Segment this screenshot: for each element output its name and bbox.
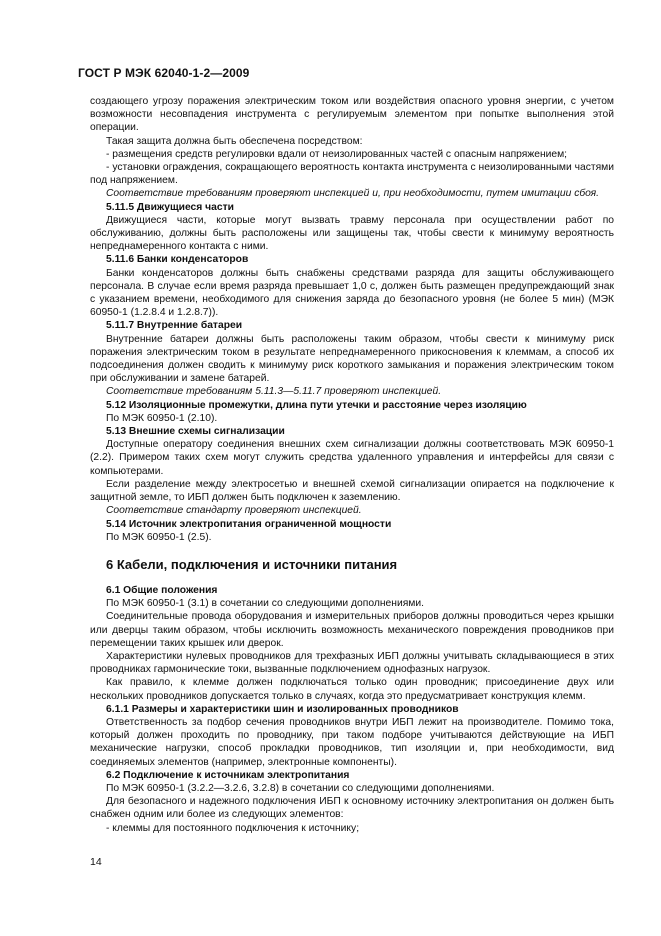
page-body [90,95,614,835]
paragraph: Банки конденсаторов должны быть снабжены средствами разряда для защиты обслуживающего персонала. В случае если время разряда превышает 1,0 с, должен быть размещен предупреждающий знак с указанием времени, необходимого для снижения заряда до безопасного уровня (не более 5 мин) (МЭК 60950-1 (1.2.8.4 и 1.2.8.7)). [90,267,614,319]
paragraph: По МЭК 60950-1 (2.10). [106,412,218,424]
list-item: - установки ограждения, сокращающего вероятность контакта инструмента с неизолированными частями под напряжением. [90,162,614,187]
section-heading: 5.11.5 Движущиеся части [106,201,234,213]
paragraph: Характеристики нулевых проводников для трехфазных ИБП должны учитывать складывающиеся в этих проводниках гармонические токи, вызванные подключением однофазных нагрузок. [90,650,614,676]
page-number: 14 [90,856,102,868]
paragraph: Если разделение между электросетью и внешней схемой сигнализации опирается на подключение к защитной земле, то ИБП должен быть подключен к заземлению. [90,478,614,504]
compliance-note: Соответствие стандарту проверяют инспекцией. [106,505,362,517]
page-header-title: ГОСТ Р МЭК 62040-1-2—2009 [78,66,250,80]
paragraph: По МЭК 60950-1 (2.5). [106,531,212,543]
paragraph: По МЭК 60950-1 (3.2.2—3.2.6, 3.2.8) в сочетании со следующими дополнениями. [106,782,495,794]
section-heading: 5.11.7 Внутренние батареи [106,320,243,332]
section-heading: 5.13 Внешние схемы сигнализации [106,426,285,438]
paragraph: создающего угрозу поражения электрическим током или воздействия опасного уровня энергии, с учетом возможности несовпадения инструмента с регулируемым элементом при попытке выполнения этой операции. [90,96,614,134]
section-heading: 5.11.6 Банки конденсаторов [106,254,249,266]
paragraph: Ответственность за подбор сечения проводников внутри ИБП лежит на производителе. Помимо тока, который должен проходить по проводнику, при таком подборе учитываются действующие на ИБП механические нагрузки, способ прокладки проводников, тип изоляции и, при необходимости, вид соединяемых элементов (например, электронные компоненты). [90,716,614,768]
section-heading: 5.14 Источник электропитания ограниченной мощности [106,518,392,530]
paragraph: Доступные оператору соединения внешних схем сигнализации должны соответствовать МЭК 60950-1 (2.2). Примером таких схем могут служить средства удаленного управления и интерфейсы для связи с компьютерами. [90,439,614,477]
paragraph: По МЭК 60950-1 (3.1) в сочетании со следующими дополнениями. [106,598,424,610]
compliance-note: Соответствие требованиям 5.11.3—5.11.7 проверяют инспекцией. [106,386,442,398]
paragraph: Как правило, к клемме должен подключаться только один проводник; присоединение двух или нескольких проводников допускается только в случаях, когда это предусматривает конструкция клемм. [90,677,614,702]
section-heading: 6.2 Подключение к источникам электропитания [106,769,350,781]
list-item: - размещения средств регулировки вдали от неизолированных частей с опасным напряжением; [106,148,568,160]
chapter-heading: 6 Кабели, подключения и источники питания [106,556,398,572]
paragraph: Движущиеся части, которые могут вызвать травму персонала при осуществлении работ по обслуживанию, должны быть расположены или защищены так, чтобы свести к минимуму вероятность непреднамеренного контакта с ними. [90,214,614,253]
compliance-note: Соответствие требованиям проверяют инспекцией и, при необходимости, путем имитации сбоя. [106,188,599,200]
paragraph: Соединительные провода оборудования и измерительных приборов должны проводиться через крышки или дверцы таким образом, чтобы исключить возможность механического повреждения проводников при перемещении таких крышек или дверок. [90,611,614,649]
section-heading: 5.12 Изоляционные промежутки, длина пути утечки и расстояние через изоляцию [106,399,527,411]
paragraph: Внутренние батареи должны быть расположены таким образом, чтобы свести к минимуму риск поражения электрическим током в результате непреднамеренного прикосновения к клеммам, а способ их подсоединения должен сводить к минимуму риск короткого замыкания и поражения электрическим током при обслуживании и замене батарей. [90,333,614,385]
section-heading: 6.1 Общие положения [106,584,218,596]
section-heading: 6.1.1 Размеры и характеристики шин и изолированных проводников [106,703,459,715]
paragraph: Для безопасного и надежного подключения ИБП к основному источнику электропитания он должен быть снабжен одним или более из следующих элементов: [90,796,614,821]
list-item: - клеммы для постоянного подключения к источнику; [106,822,360,834]
paragraph: Такая защита должна быть обеспечена посредством: [106,135,363,147]
